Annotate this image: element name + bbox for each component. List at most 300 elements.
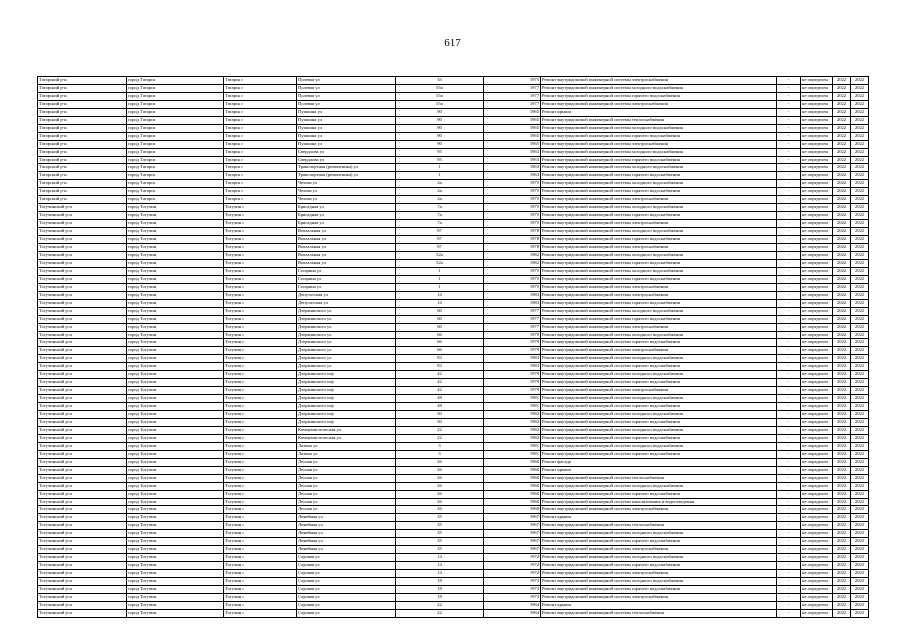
street-cell: Бригадная ул <box>297 220 396 228</box>
municipality-cell: город Тогучин <box>127 259 224 267</box>
dash-cell: - <box>777 116 801 124</box>
dash-cell: - <box>777 593 801 601</box>
district-cell: Тогучинский р-н <box>38 275 127 283</box>
cost-cell: не определен <box>801 220 833 228</box>
dash-cell: - <box>777 339 801 347</box>
dash-cell: - <box>777 124 801 132</box>
street-cell: Лесная ул <box>297 466 396 474</box>
locality-cell: Тогучин г <box>224 554 297 562</box>
locality-cell: Тогучин г <box>224 244 297 252</box>
street-cell: Садовая ул <box>297 554 396 562</box>
table-row <box>38 291 869 299</box>
start-year-cell: 2022 <box>833 228 851 236</box>
end-year-cell: 2022 <box>851 546 869 554</box>
house-number-cell: 14 <box>396 291 484 299</box>
start-year-cell: 2022 <box>833 554 851 562</box>
end-year-cell: 2022 <box>851 212 869 220</box>
district-cell: Тогучинский р-н <box>38 586 127 594</box>
municipality-cell: город Тогучин <box>127 403 224 411</box>
dash-cell: - <box>777 514 801 522</box>
municipality-cell: город Татарск <box>127 132 224 140</box>
locality-cell: Тогучин г <box>224 570 297 578</box>
start-year-cell: 2022 <box>833 426 851 434</box>
start-year-cell: 2022 <box>833 84 851 92</box>
work-type-cell: Ремонт крыши <box>541 108 777 116</box>
dash-cell: - <box>777 196 801 204</box>
start-year-cell: 2022 <box>833 259 851 267</box>
municipality-cell: город Тогучин <box>127 363 224 371</box>
start-year-cell: 2022 <box>833 498 851 506</box>
municipality-cell: город Тогучин <box>127 450 224 458</box>
house-number-cell: 35 <box>396 514 484 522</box>
dash-cell: - <box>777 108 801 116</box>
house-number-cell: 1 <box>396 283 484 291</box>
municipality-cell: город Тогучин <box>127 395 224 403</box>
table-row <box>38 156 869 164</box>
table-row <box>38 84 869 92</box>
street-cell: Свердлова ул <box>297 156 396 164</box>
municipality-cell: город Тогучин <box>127 593 224 601</box>
street-cell: Бригадная ул <box>297 204 396 212</box>
district-cell: Тогучинский р-н <box>38 546 127 554</box>
table-row <box>38 403 869 411</box>
street-cell: Линейная ул <box>297 514 396 522</box>
dash-cell: - <box>777 498 801 506</box>
start-year-cell: 2022 <box>833 212 851 220</box>
municipality-cell: город Тогучин <box>127 609 224 617</box>
locality-cell: Татарск г <box>224 132 297 140</box>
end-year-cell: 2022 <box>851 586 869 594</box>
district-cell: Тогучинский р-н <box>38 498 127 506</box>
end-year-cell: 2022 <box>851 570 869 578</box>
start-year-cell: 2022 <box>833 188 851 196</box>
work-type-cell: Ремонт внутридомовой инженерной системы горячего водоснабжения <box>541 188 777 196</box>
dash-cell: - <box>777 164 801 172</box>
dash-cell: - <box>777 482 801 490</box>
work-type-cell: Ремонт внутридомовой инженерной системы горячего водоснабжения <box>541 450 777 458</box>
street-cell: Лазина ул <box>297 450 396 458</box>
cost-cell: не определен <box>801 315 833 323</box>
table-row <box>38 593 869 601</box>
dash-cell: - <box>777 331 801 339</box>
locality-cell: Тогучин г <box>224 538 297 546</box>
cost-cell: не определен <box>801 514 833 522</box>
cost-cell: не определен <box>801 426 833 434</box>
table-row <box>38 339 869 347</box>
street-cell: Свердлова ул <box>297 148 396 156</box>
cost-cell: не определен <box>801 100 833 108</box>
build-year-cell: 1983 <box>484 299 541 307</box>
street-cell: Садовая ул <box>297 570 396 578</box>
street-cell: Дзержинского пер <box>297 387 396 395</box>
build-year-cell: 1981 <box>484 403 541 411</box>
start-year-cell: 2022 <box>833 132 851 140</box>
start-year-cell: 2022 <box>833 267 851 275</box>
start-year-cell: 2022 <box>833 275 851 283</box>
district-cell: Тогучинский р-н <box>38 450 127 458</box>
start-year-cell: 2022 <box>833 236 851 244</box>
locality-cell: Татарск г <box>224 148 297 156</box>
municipality-cell: город Тогучин <box>127 355 224 363</box>
house-number-cell: 33 <box>396 77 484 85</box>
street-cell: Пушкина ул <box>297 116 396 124</box>
cost-cell: не определен <box>801 593 833 601</box>
cost-cell: не определен <box>801 124 833 132</box>
dash-cell: - <box>777 450 801 458</box>
district-cell: Татарский р-н <box>38 180 127 188</box>
street-cell: Дзержинского пер <box>297 395 396 403</box>
table-row <box>38 172 869 180</box>
street-cell: Гагарина ул <box>297 275 396 283</box>
district-cell: Татарский р-н <box>38 116 127 124</box>
locality-cell: Тогучин г <box>224 228 297 236</box>
district-cell: Татарский р-н <box>38 77 127 85</box>
end-year-cell: 2022 <box>851 593 869 601</box>
work-type-cell: Ремонт внутридомовой инженерной системы электроснабжения <box>541 244 777 252</box>
build-year-cell: 1979 <box>484 387 541 395</box>
table-body <box>38 77 869 618</box>
house-number-cell: 14 <box>396 299 484 307</box>
table-row <box>38 514 869 522</box>
table-row <box>38 140 869 148</box>
build-year-cell: 1977 <box>484 84 541 92</box>
dash-cell: - <box>777 562 801 570</box>
work-type-cell: Ремонт внутридомовой инженерной системы электроснабжения <box>541 570 777 578</box>
dash-cell: - <box>777 522 801 530</box>
end-year-cell: 2022 <box>851 100 869 108</box>
start-year-cell: 2022 <box>833 458 851 466</box>
locality-cell: Тогучин г <box>224 259 297 267</box>
end-year-cell: 2022 <box>851 578 869 586</box>
build-year-cell: 1975 <box>484 267 541 275</box>
work-type-cell: Ремонт внутридомовой инженерной системы холодного водоснабжения <box>541 228 777 236</box>
start-year-cell: 2022 <box>833 156 851 164</box>
district-cell: Татарский р-н <box>38 156 127 164</box>
house-number-cell: 95 <box>396 148 484 156</box>
street-cell: Садовая ул <box>297 562 396 570</box>
street-cell: Полевая ул <box>297 84 396 92</box>
locality-cell: Тогучин г <box>224 387 297 395</box>
cost-cell: не определен <box>801 601 833 609</box>
work-type-cell: Ремонт внутридомовой инженерной системы горячего водоснабжения <box>541 299 777 307</box>
cost-cell: не определен <box>801 267 833 275</box>
district-cell: Тогучинский р-н <box>38 323 127 331</box>
dash-cell: - <box>777 236 801 244</box>
municipality-cell: город Тогучин <box>127 458 224 466</box>
start-year-cell: 2022 <box>833 291 851 299</box>
cost-cell: не определен <box>801 347 833 355</box>
district-cell: Тогучинский р-н <box>38 474 127 482</box>
locality-cell: Тогучин г <box>224 220 297 228</box>
table-row <box>38 411 869 419</box>
table-row <box>38 331 869 339</box>
page-number: 617 <box>444 37 461 49</box>
locality-cell: Тогучин г <box>224 530 297 538</box>
dash-cell: - <box>777 212 801 220</box>
work-type-cell: Ремонт внутридомовой инженерной системы холодного водоснабжения <box>541 426 777 434</box>
build-year-cell: 1982 <box>484 411 541 419</box>
cost-cell: не определен <box>801 371 833 379</box>
build-year-cell: 1963 <box>484 156 541 164</box>
locality-cell: Тогучин г <box>224 299 297 307</box>
municipality-cell: город Тогучин <box>127 212 224 220</box>
house-number-cell: 18 <box>396 593 484 601</box>
street-cell: Лесная ул <box>297 458 396 466</box>
locality-cell: Тогучин г <box>224 434 297 442</box>
start-year-cell: 2022 <box>833 546 851 554</box>
start-year-cell: 2022 <box>833 403 851 411</box>
house-number-cell: 60 <box>396 315 484 323</box>
locality-cell: Тогучин г <box>224 236 297 244</box>
street-cell: Линейная ул <box>297 538 396 546</box>
table-row <box>38 116 869 124</box>
start-year-cell: 2022 <box>833 371 851 379</box>
district-cell: Татарский р-н <box>38 108 127 116</box>
end-year-cell: 2022 <box>851 434 869 442</box>
cost-cell: не определен <box>801 411 833 419</box>
work-type-cell: Ремонт внутридомовой инженерной системы холодного водоснабжения <box>541 442 777 450</box>
build-year-cell: 1977 <box>484 100 541 108</box>
table-row <box>38 522 869 530</box>
end-year-cell: 2022 <box>851 323 869 331</box>
house-number-cell: 7а <box>396 220 484 228</box>
locality-cell: Тогучин г <box>224 466 297 474</box>
locality-cell: Тогучин г <box>224 546 297 554</box>
locality-cell: Тогучин г <box>224 450 297 458</box>
street-cell: Транспортная (ремонтника) ул <box>297 164 396 172</box>
table-row <box>38 466 869 474</box>
district-cell: Тогучинский р-н <box>38 442 127 450</box>
cost-cell: не определен <box>801 418 833 426</box>
street-cell: Линейная ул <box>297 522 396 530</box>
work-type-cell: Ремонт внутридомовой инженерной системы горячего водоснабжения <box>541 315 777 323</box>
table-row <box>38 180 869 188</box>
house-number-cell: 35 <box>396 530 484 538</box>
municipality-cell: город Тогучин <box>127 315 224 323</box>
locality-cell: Тогучин г <box>224 347 297 355</box>
cost-cell: не определен <box>801 188 833 196</box>
work-type-cell: Ремонт внутридомовой инженерной системы электроснабжения <box>541 291 777 299</box>
start-year-cell: 2022 <box>833 387 851 395</box>
start-year-cell: 2022 <box>833 593 851 601</box>
locality-cell: Тогучин г <box>224 593 297 601</box>
street-cell: Дзержинского ул <box>297 355 396 363</box>
build-year-cell: 1979 <box>484 331 541 339</box>
end-year-cell: 2022 <box>851 148 869 156</box>
district-cell: Тогучинский р-н <box>38 299 127 307</box>
build-year-cell: 1982 <box>484 418 541 426</box>
start-year-cell: 2022 <box>833 315 851 323</box>
street-cell: Садовая ул <box>297 601 396 609</box>
table-row <box>38 442 869 450</box>
dash-cell: - <box>777 275 801 283</box>
locality-cell: Татарск г <box>224 164 297 172</box>
dash-cell: - <box>777 291 801 299</box>
work-type-cell: Ремонт внутридомовой инженерной системы холодного водоснабжения <box>541 267 777 275</box>
work-type-cell: Ремонт фасада <box>541 458 777 466</box>
start-year-cell: 2022 <box>833 609 851 617</box>
end-year-cell: 2022 <box>851 514 869 522</box>
cost-cell: не определен <box>801 586 833 594</box>
table-row <box>38 371 869 379</box>
build-year-cell: 1978 <box>484 244 541 252</box>
municipality-cell: город Татарск <box>127 164 224 172</box>
street-cell: Вокзальная ул <box>297 228 396 236</box>
cost-cell: не определен <box>801 546 833 554</box>
dash-cell: - <box>777 538 801 546</box>
house-number-cell: 50 <box>396 418 484 426</box>
build-year-cell: 1973 <box>484 593 541 601</box>
municipality-cell: город Татарск <box>127 100 224 108</box>
build-year-cell: 1965 <box>484 124 541 132</box>
cost-cell: не определен <box>801 387 833 395</box>
start-year-cell: 2022 <box>833 100 851 108</box>
end-year-cell: 2022 <box>851 347 869 355</box>
locality-cell: Тогучин г <box>224 458 297 466</box>
district-cell: Тогучинский р-н <box>38 403 127 411</box>
locality-cell: Тогучин г <box>224 514 297 522</box>
street-cell: Дзержинского пер <box>297 403 396 411</box>
street-cell: Полевая ул <box>297 77 396 85</box>
district-cell: Тогучинский р-н <box>38 236 127 244</box>
end-year-cell: 2022 <box>851 108 869 116</box>
locality-cell: Тогучин г <box>224 562 297 570</box>
house-number-cell: 87 <box>396 244 484 252</box>
house-number-cell: 22 <box>396 434 484 442</box>
start-year-cell: 2022 <box>833 601 851 609</box>
house-number-cell: 3 <box>396 450 484 458</box>
municipality-cell: город Татарск <box>127 180 224 188</box>
district-cell: Тогучинский р-н <box>38 315 127 323</box>
cost-cell: не определен <box>801 140 833 148</box>
street-cell: Пушкина ул <box>297 108 396 116</box>
work-type-cell: Ремонт внутридомовой инженерной системы горячего водоснабжения <box>541 236 777 244</box>
end-year-cell: 2022 <box>851 450 869 458</box>
build-year-cell: 1979 <box>484 339 541 347</box>
build-year-cell: 1967 <box>484 538 541 546</box>
table-row <box>38 132 869 140</box>
work-type-cell: Ремонт внутридомовой инженерной системы холодного водоснабжения <box>541 307 777 315</box>
cost-cell: не определен <box>801 403 833 411</box>
cost-cell: не определен <box>801 172 833 180</box>
locality-cell: Татарск г <box>224 116 297 124</box>
start-year-cell: 2022 <box>833 140 851 148</box>
start-year-cell: 2022 <box>833 442 851 450</box>
end-year-cell: 2022 <box>851 291 869 299</box>
municipality-cell: город Тогучин <box>127 554 224 562</box>
municipality-cell: город Тогучин <box>127 570 224 578</box>
end-year-cell: 2022 <box>851 116 869 124</box>
repair-schedule-table-wrap <box>37 76 869 618</box>
house-number-cell: 90 <box>396 132 484 140</box>
build-year-cell: 1975 <box>484 212 541 220</box>
table-row <box>38 283 869 291</box>
locality-cell: Тогучин г <box>224 339 297 347</box>
work-type-cell: Ремонт внутридомовой инженерной системы горячего водоснабжения <box>541 403 777 411</box>
cost-cell: не определен <box>801 466 833 474</box>
district-cell: Тогучинский р-н <box>38 482 127 490</box>
table-row <box>38 267 869 275</box>
work-type-cell: Ремонт внутридомовой инженерной системы теплоснабжения <box>541 116 777 124</box>
build-year-cell: 1973 <box>484 586 541 594</box>
start-year-cell: 2022 <box>833 418 851 426</box>
dash-cell: - <box>777 251 801 259</box>
cost-cell: не определен <box>801 228 833 236</box>
district-cell: Тогучинский р-н <box>38 514 127 522</box>
district-cell: Тогучинский р-н <box>38 593 127 601</box>
municipality-cell: город Тогучин <box>127 220 224 228</box>
street-cell: Дзержинского пер <box>297 411 396 419</box>
dash-cell: - <box>777 570 801 578</box>
house-number-cell: 18 <box>396 578 484 586</box>
locality-cell: Тогучин г <box>224 323 297 331</box>
work-type-cell: Ремонт внутридомовой инженерной системы электроснабжения <box>541 347 777 355</box>
dash-cell: - <box>777 84 801 92</box>
municipality-cell: город Тогучин <box>127 434 224 442</box>
house-number-cell: 26 <box>396 466 484 474</box>
locality-cell: Тогучин г <box>224 578 297 586</box>
cost-cell: не определен <box>801 204 833 212</box>
start-year-cell: 2022 <box>833 331 851 339</box>
table-row <box>38 562 869 570</box>
table-row <box>38 315 869 323</box>
table-row <box>38 474 869 482</box>
work-type-cell: Ремонт внутридомовой инженерной системы горячего водоснабжения <box>541 172 777 180</box>
dash-cell: - <box>777 395 801 403</box>
work-type-cell: Ремонт внутридомовой инженерной системы горячего водоснабжения <box>541 538 777 546</box>
table-row <box>38 92 869 100</box>
house-number-cell: 1 <box>396 267 484 275</box>
work-type-cell: Ремонт внутридомовой инженерной системы электроснабжения <box>541 100 777 108</box>
dash-cell: - <box>777 244 801 252</box>
table-row <box>38 196 869 204</box>
build-year-cell: 1967 <box>484 522 541 530</box>
build-year-cell: 1960 <box>484 466 541 474</box>
municipality-cell: город Тогучин <box>127 578 224 586</box>
locality-cell: Тогучин г <box>224 379 297 387</box>
end-year-cell: 2022 <box>851 442 869 450</box>
house-number-cell: 14 <box>396 570 484 578</box>
district-cell: Тогучинский р-н <box>38 562 127 570</box>
build-year-cell: 1963 <box>484 148 541 156</box>
end-year-cell: 2022 <box>851 339 869 347</box>
cost-cell: не определен <box>801 77 833 85</box>
work-type-cell: Ремонт внутридомовой инженерной системы теплоснабжения <box>541 609 777 617</box>
cost-cell: не определен <box>801 474 833 482</box>
work-type-cell: Ремонт внутридомовой инженерной системы холодного водоснабжения <box>541 331 777 339</box>
end-year-cell: 2022 <box>851 132 869 140</box>
dash-cell: - <box>777 140 801 148</box>
start-year-cell: 2022 <box>833 347 851 355</box>
build-year-cell: 1983 <box>484 363 541 371</box>
end-year-cell: 2022 <box>851 188 869 196</box>
municipality-cell: город Тогучин <box>127 538 224 546</box>
start-year-cell: 2022 <box>833 474 851 482</box>
build-year-cell: 1975 <box>484 188 541 196</box>
municipality-cell: город Тогучин <box>127 514 224 522</box>
build-year-cell: 1981 <box>484 395 541 403</box>
dash-cell: - <box>777 379 801 387</box>
dash-cell: - <box>777 220 801 228</box>
work-type-cell: Ремонт внутридомовой инженерной системы холодного водоснабжения <box>541 164 777 172</box>
build-year-cell: 1963 <box>484 164 541 172</box>
municipality-cell: город Тогучин <box>127 586 224 594</box>
locality-cell: Татарск г <box>224 156 297 164</box>
house-number-cell: 48 <box>396 395 484 403</box>
build-year-cell: 1967 <box>484 546 541 554</box>
house-number-cell: 95 <box>396 156 484 164</box>
locality-cell: Тогучин г <box>224 331 297 339</box>
